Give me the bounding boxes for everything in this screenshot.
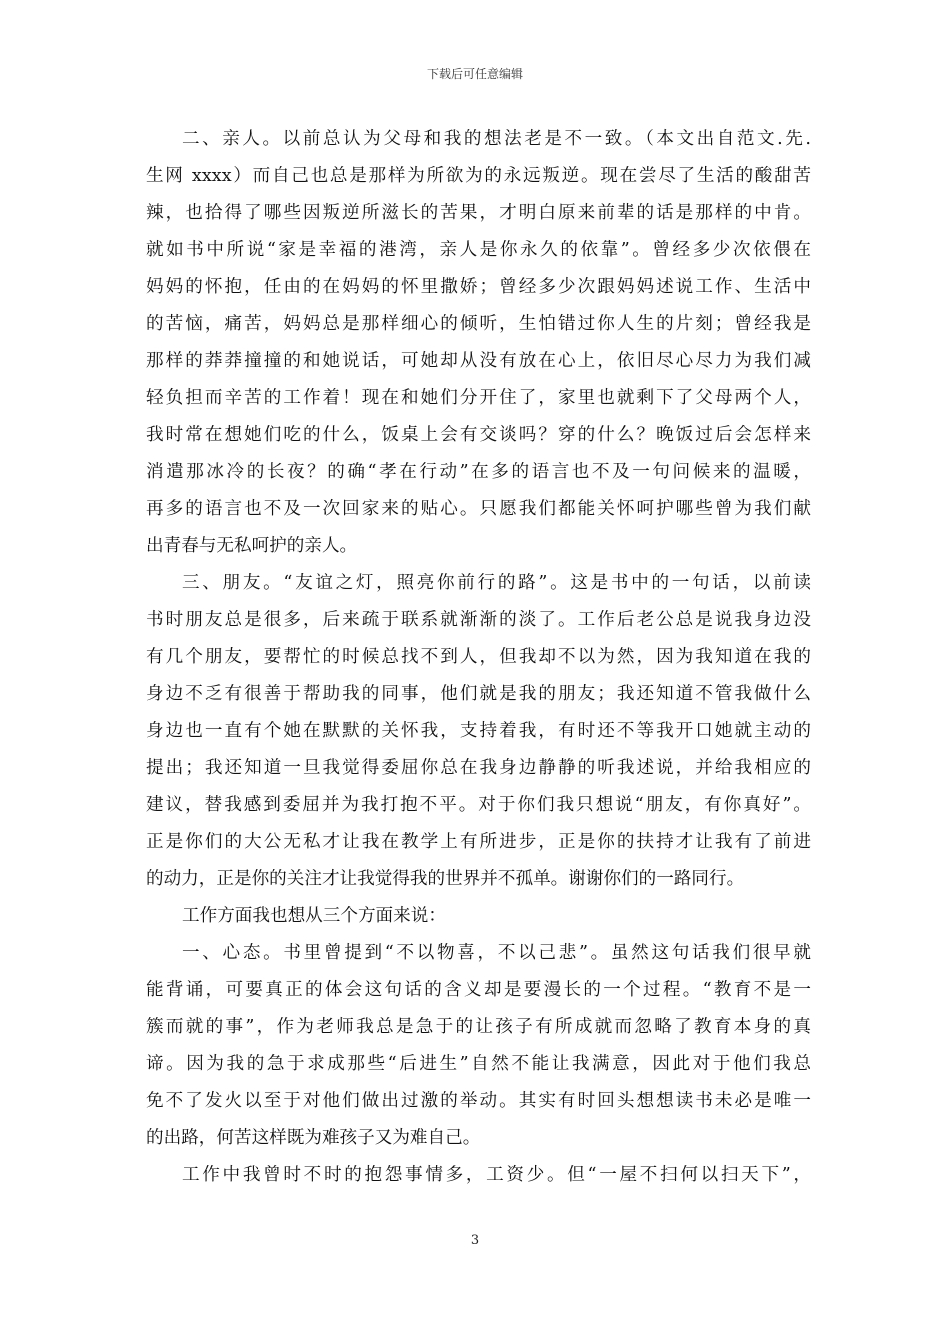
text-line: 谛。因为我的急于求成那些“后进生”自然不能让我满意，因此对于他们我总 [146, 1054, 811, 1074]
page-header: 下载后可任意编辑 [426, 67, 523, 81]
text-line: 身边不乏有很善于帮助我的同事，他们就是我的朋友；我还知道不管我做什么 [146, 684, 811, 704]
text-line: 一、心态。书里曾提到“不以物喜，不以己悲”。虽然这句话我们很早就 [182, 943, 811, 963]
text-line: 轻负担而辛苦的工作着！现在和她们分开住了，家里也就剩下了父母两个人， [146, 388, 811, 408]
text-line: 消遣那冰冷的长夜？的确“孝在行动”在多的语言也不及一句问候来的温暖， [146, 462, 811, 482]
text-line: 的苦恼，痛苦，妈妈总是那样细心的倾听，生怕错过你人生的片刻；曾经我是 [146, 314, 811, 334]
text-line: 有几个朋友，要帮忙的时候总找不到人，但我却不以为然，因为我知道在我的 [146, 647, 811, 667]
text-line: 妈妈的怀抱，任由的在妈妈的怀里撒娇；曾经多少次跟妈妈述说工作、生活中 [146, 277, 811, 297]
text-line: 簇而就的事”，作为老师我总是急于的让孩子有所成就而忽略了教育本身的真 [146, 1017, 811, 1037]
text-line: 能背诵，可要真正的体会这句话的含义却是要漫长的一个过程。“教育不是一 [146, 980, 811, 1000]
text-line: 的出路，何苦这样既为难孩子又为难自己。 [146, 1128, 481, 1148]
text-line: 就如书中所说“家是幸福的港湾，亲人是你永久的依靠”。曾经多少次依偎在 [146, 240, 811, 260]
text-line: 再多的语言也不及一次回家来的贴心。只愿我们都能关怀呵护哪些曾为我们献 [146, 499, 811, 519]
text-line: 辣，也拾得了哪些因叛逆所滋长的苦果，才明白原来前辈的话是那样的中肯。 [146, 203, 811, 223]
document-body [146, 121, 811, 1194]
text-line: 那样的莽莽撞撞的和她说话，可她却从没有放在心上，依旧尽心尽力为我们减 [146, 351, 811, 371]
text-line: 的动力，正是你的关注才让我觉得我的世界并不孤单。谢谢你们的一路同行。 [146, 869, 745, 889]
text-line: 身边也一直有个她在默默的关怀我，支持着我，有时还不等我开口她就主动的 [146, 721, 811, 741]
text-line: 工作方面我也想从三个方面来说： [182, 906, 446, 926]
text-line: 二、亲人。以前总认为父母和我的想法老是不一致。（本文出自范文.先. [182, 129, 811, 149]
text-line: 我时常在想她们吃的什么，饭桌上会有交谈吗？穿的什么？晚饭过后会怎样来 [146, 425, 811, 445]
text-line: 出青春与无私呵护的亲人。 [146, 536, 358, 556]
text-line: 工作中我曾时不时的抱怨事情多，工资少。但“一屋不扫何以扫天下”， [182, 1165, 811, 1185]
text-line: 书时朋友总是很多，后来疏于联系就渐渐的淡了。工作后老公总是说我身边没 [146, 610, 811, 630]
text-line: 三、朋友。“友谊之灯，照亮你前行的路”。这是书中的一句话，以前读 [182, 573, 811, 593]
text-line: 建议，替我感到委屈并为我打抱不平。对于你们我只想说“朋友，有你真好”。 [146, 795, 811, 815]
text-line: 提出；我还知道一旦我觉得委屈你总在我身边静静的听我述说，并给我相应的 [146, 758, 811, 778]
page-number: 3 [470, 1233, 480, 1248]
text-line: 生网 xxxx）而自己也总是那样为所欲为的永远叛逆。现在尝尽了生活的酸甜苦 [146, 166, 811, 186]
text-line: 正是你们的大公无私才让我在教学上有所进步，正是你的扶持才让我有了前进 [146, 832, 811, 852]
text-line: 免不了发火以至于对他们做出过激的举动。其实有时回头想想读书未必是唯一 [146, 1091, 811, 1111]
